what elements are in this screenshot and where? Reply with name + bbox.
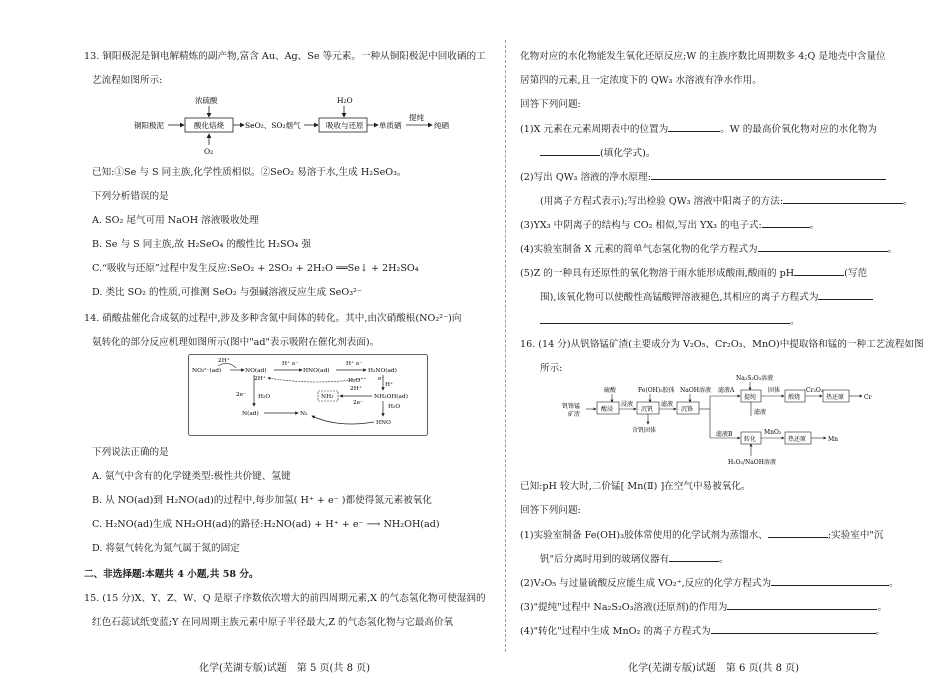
q15-ask: 回答下列问题: <box>520 99 581 110</box>
q13-option-d: D. 类比 SO₂ 的性质,可推测 SeO₂ 与强碱溶液反应生成 SeO₃²⁻ <box>92 287 362 298</box>
q14-stem-line2: 氨转化的部分反应机理如图所示(图中"ad"表示吸附在催化剂表面)。 <box>92 337 380 348</box>
mech-nh2oh: NH₂OH(ad) <box>374 394 408 400</box>
q14-option-a: A. 氨气中含有的化学键类型:极性共价键、氢键 <box>92 471 291 482</box>
q13-option-c: C.“吸收与还原”过程中发生反应:SeO₂ + 2SO₂ + 2H₂O ══Se↓ + 2H₂SO₄ <box>92 263 419 274</box>
mech-2e-c: 2e⁻ <box>353 400 364 406</box>
right-page-footer: 化学(芜湖专版)试题 第 6 页(共 8 页) <box>628 663 800 674</box>
q14-option-b: B. 从 NO(ad)到 H₂NO(ad)的过程中,每步加氢( H⁺ + e⁻ )都使得氮元素被氧化 <box>92 495 432 506</box>
q16-ore-line2: 矿渣 <box>568 411 581 418</box>
q13-reagent-h2o: H₂O <box>337 96 353 105</box>
answer-blank[interactable] <box>651 172 886 180</box>
mech-h2o-1: H₂O <box>258 394 271 400</box>
q13-reagent-h2so4: 浓硫酸 <box>195 96 218 105</box>
q16-part1-line1: (1)实验室制备 Fe(OH)₃胶体常使用的化学试剂为蒸馏水、 ;实验室中"沉 <box>520 530 884 541</box>
q13-arrow-purify: 提纯 <box>409 113 424 122</box>
mech-he1: H⁺ e⁻ <box>282 361 299 367</box>
q16-ore-line1: 钒铬锰 <box>562 403 581 410</box>
q15-part4: (4)实验室制备 X 元素的简单气态氢化物的化学方程式为 。 <box>520 244 898 255</box>
answer-blank[interactable] <box>758 244 888 252</box>
mech-2h: 2H⁺ <box>218 358 230 364</box>
q13-option-b: B. Se 与 S 同主族,故 H₂SeO₄ 的酸性比 H₂SO₄ 强 <box>92 239 311 250</box>
answer-blank[interactable] <box>540 148 600 156</box>
section-heading: 二、非选择题:本题共 4 小题,共 58 分。 <box>84 569 259 580</box>
q16-mn: Mn <box>828 436 839 443</box>
mech-2h-b: 2H⁺ <box>254 376 266 382</box>
q16-cr: Cr <box>864 394 872 401</box>
mech-h2o-2: H₂O <box>348 378 361 384</box>
q16-na2s2o3: Na₂S₂O₃溶液 <box>736 375 774 382</box>
q16-part4: (4)"转化"过程中生成 MnO₂ 的离子方程式为 。 <box>520 626 886 637</box>
mech-h3: H⁺ <box>385 382 394 388</box>
q16-filtrate-2: 滤液 <box>754 409 767 416</box>
q15-part5-line2: 围),该氧化物可以使酸性高锰酸钾溶液褪色,其相应的离子方程式为 <box>540 292 873 303</box>
q16-box-thermal-red-2: 热还原 <box>788 436 807 443</box>
q16-cr2o3: Cr₂O₃ <box>806 387 824 394</box>
q16-flow-diagram <box>560 372 890 472</box>
q16-box-purify: 提纯 <box>744 394 757 401</box>
q15-part2-line1: (2)写出 QW₃ 溶液的净水原理: <box>520 172 886 183</box>
q14-option-c: C. H₂NO(ad)生成 NH₂OH(ad)的路径:H₂NO(ad) + H⁺ + e⁻ ⟶ NH₂OH(ad) <box>92 519 440 530</box>
q16-box-convert: 转化 <box>744 436 757 443</box>
q16-filtrate-1: 滤液 <box>661 401 674 408</box>
q15-part1-line2: (填化学式)。 <box>540 148 655 159</box>
q14-option-d: D. 将氨气转化为氮气属于氮的固定 <box>92 543 240 554</box>
q13-input-label: 铜阳极泥 <box>134 121 164 130</box>
q15-stem-line4: 居第四的元素,且一定浓度下的 QW₃ 水溶液有净水作用。 <box>520 75 762 86</box>
q13-box-acid-roast-label: 酸化焙烧 <box>194 121 224 130</box>
mech-e2: e⁻ <box>378 376 385 382</box>
answer-blank[interactable] <box>669 554 719 562</box>
q13-known: 已知:①Se 与 S 同主族,化学性质相似。②SeO₂ 易溶于水,生成 H₂SeO₃。 <box>92 167 407 178</box>
q16-part2: (2)V₂O₅ 与过量硫酸反应能生成 VO₂⁺,反应的化学方程式为 。 <box>520 578 899 589</box>
q16-stem-line2: 所示: <box>540 363 563 374</box>
q15-stem-line1: 15. (15 分)X、Y、Z、W、Q 是原子序数依次增大的前四周期元素,X 的气态氢化物可使湿润的 <box>84 593 486 604</box>
mech-h2o-3: H₂O <box>388 404 401 410</box>
answer-blank[interactable] <box>768 530 828 538</box>
q16-ask: 回答下列问题: <box>520 505 581 516</box>
q14-ask: 下列说法正确的是 <box>92 447 169 458</box>
q16-part3: (3)"提纯"过程中 Na₂S₂O₃溶液(还原剂)的作用为 。 <box>520 602 887 613</box>
mech-2h-c: 2H⁺ <box>350 386 362 392</box>
mech-no2: NO₂²⁻(ad) <box>192 368 222 374</box>
answer-blank[interactable] <box>711 626 876 634</box>
mech-n2: N₂ <box>300 411 308 417</box>
q16-feoh3: Fe(OH)₃胶体 <box>638 387 675 394</box>
left-page-footer: 化学(芜湖专版)试题 第 5 页(共 8 页) <box>199 663 371 674</box>
mech-2e-b: 2e⁻ <box>236 392 247 398</box>
q16-solid: 固体 <box>768 387 781 394</box>
left-column <box>84 0 484 688</box>
q13-flow-diagram <box>134 95 474 159</box>
mech-he2: H⁺ e⁻ <box>346 361 363 367</box>
q16-part1-line2: 钒"后分离时用到的玻璃仪器有 。 <box>540 554 729 565</box>
mech-nh3: NH₃ <box>321 394 334 400</box>
q16-box-precip-cr: 沉铬 <box>681 406 694 413</box>
q15-stem-line2: 红色石蕊试纸变蓝;Y 在同周期主族元素中原子半径最大,Z 的气态氢化物与它最高价氧 <box>92 617 454 628</box>
q13-output-se: 单质硒 <box>379 121 402 130</box>
q13-option-a: A. SO₂ 尾气可用 NaOH 溶液吸收处理 <box>92 215 259 226</box>
q13-intermediate: SeO₂、SO₂烟气 <box>245 121 301 130</box>
q16-filtrate-a: 滤液A <box>718 387 735 394</box>
answer-blank[interactable] <box>762 220 810 228</box>
q13-box-absorb-reduce-label: 吸收与还原 <box>326 121 364 130</box>
answer-blank[interactable] <box>818 292 873 300</box>
q15-part3: (3)YX₃ 中阴离子的结构与 CO₂ 相似,写出 YX₃ 的电子式: 。 <box>520 220 820 231</box>
q15-part5-line1: (5)Z 的一种具有还原性的氧化物溶于雨水能形成酸雨,酸雨的 pH (写范 <box>520 268 868 279</box>
q14-mechanism-diagram <box>188 354 428 436</box>
q15-part2-line2: (用离子方程式表示);写出检验 QW₃ 溶液中阳离子的方法: 。 <box>540 196 913 207</box>
answer-blank[interactable] <box>771 578 889 586</box>
q13-stem-line2: 艺流程如图所示: <box>92 75 163 86</box>
q16-naoh: NaOH溶液 <box>680 387 711 394</box>
mech-no: NO(ad) <box>245 368 267 374</box>
q16-h2so4: 硫酸 <box>604 387 617 394</box>
q15-part5-line3: 。 <box>540 316 800 327</box>
q16-leachate: 浸液 <box>621 401 634 408</box>
q16-mno2: MnO₂ <box>764 429 782 436</box>
q16-filtrate-b: 滤液B <box>716 431 733 438</box>
q16-known: 已知:pH 较大时,二价锰[ Mn(Ⅱ) ]在空气中易被氧化。 <box>520 481 751 492</box>
q16-h2o2-naoh: H₂O₂/NaOH溶液 <box>728 459 776 466</box>
answer-blank[interactable] <box>783 196 903 204</box>
q15-stem-line3: 化物对应的水化物能发生氧化还原反应;W 的主族序数比周期数多 4;Q 是地壳中含量位 <box>520 51 886 62</box>
column-divider <box>505 40 506 652</box>
q13-stem-line1: 13. 铜阳极泥是铜电解精炼的副产物,富含 Au、Ag、Se 等元素。一种从铜阳极泥中回收硒的工 <box>84 51 486 62</box>
mech-h2no: H₂NO(ad) <box>368 368 397 374</box>
q13-ask: 下列分析错误的是 <box>92 191 169 202</box>
q16-box-precip-v: 沉钒 <box>641 406 654 413</box>
q13-reagent-o2: O₂ <box>204 147 214 156</box>
q16-box-thermal-red-1: 热还原 <box>826 394 845 401</box>
answer-blank[interactable] <box>727 602 877 610</box>
mech-nad: N(ad) <box>242 411 259 417</box>
answer-blank[interactable] <box>668 124 720 132</box>
answer-blank[interactable] <box>794 268 844 276</box>
right-column <box>520 0 924 688</box>
q15-part1-line1: (1)X 元素在元素周期表中的位置为 。W 的最高价氧化物对应的水化物为 <box>520 124 878 135</box>
q16-box-calcine: 煅烧 <box>788 394 801 401</box>
q16-stem-line1: 16. (14 分)从钒铬锰矿渣(主要成分为 V₂O₅、Cr₂O₃、MnO)中提取铬和锰的一种工艺流程如图 <box>520 339 924 350</box>
mech-hnoad: HNO(ad) <box>303 368 330 374</box>
q16-v-solid: 含钒固体 <box>632 427 657 434</box>
answer-blank[interactable] <box>540 316 790 324</box>
q16-box-acid-leach: 酸浸 <box>601 406 614 413</box>
q13-output-pure: 纯硒 <box>434 121 449 130</box>
q14-stem-line1: 14. 硝酸盐催化合成氨的过程中,涉及多种含氮中间体的转化。其中,由次硝酸根(NO₂²⁻)向 <box>84 313 462 324</box>
mech-hno: HNO <box>376 420 391 426</box>
